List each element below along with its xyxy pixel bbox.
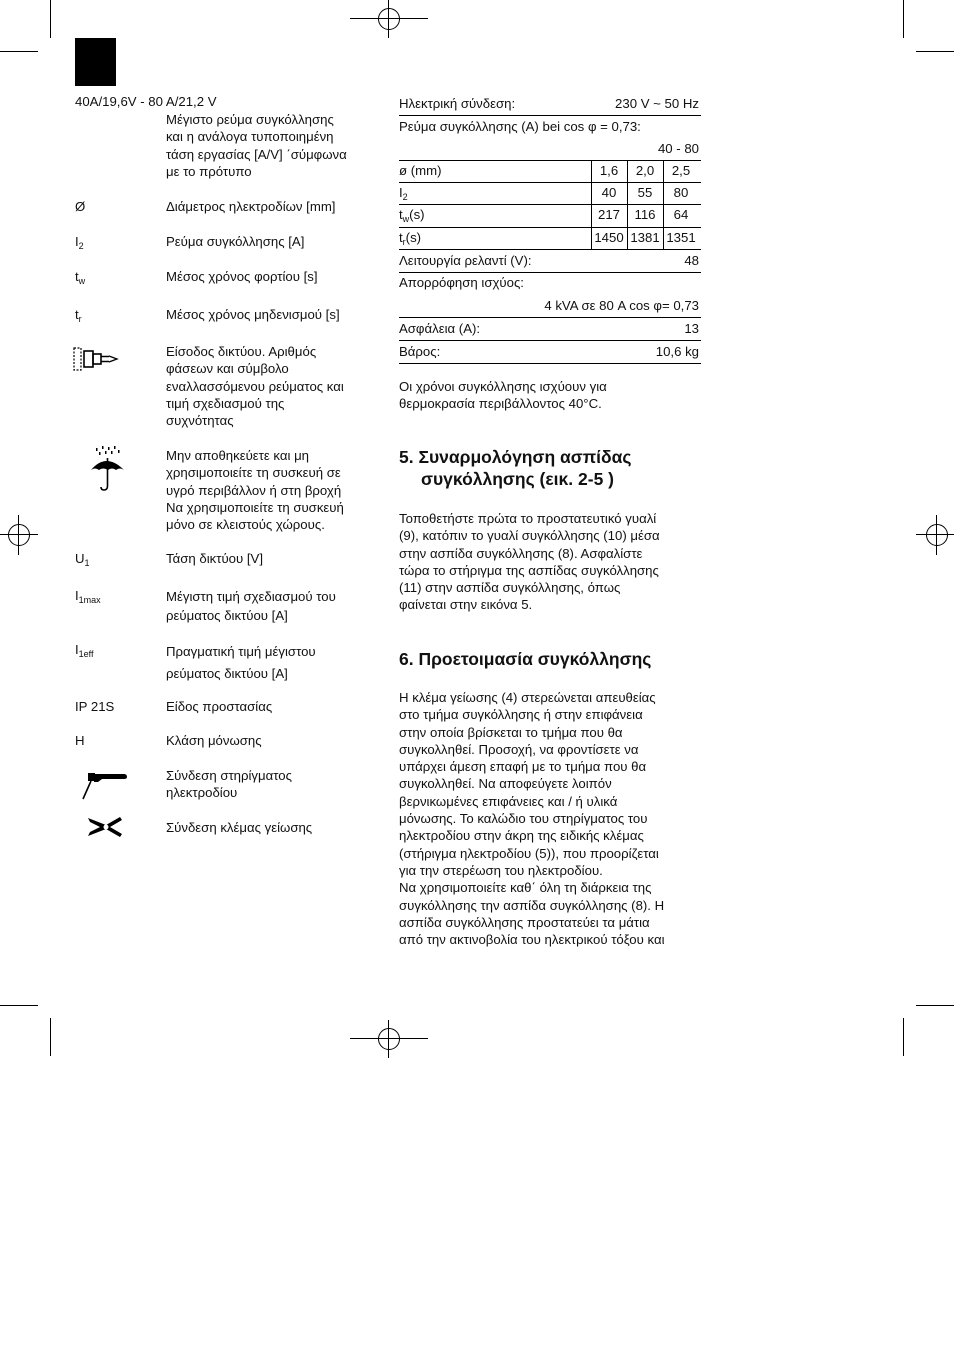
desc-line: υγρό περιβάλλον ή στη βροχή [166,482,342,498]
body-line: τώρα το στήριγμα της ασπίδας συγκόλλησης [399,562,659,578]
table-cell: 1381 [630,230,660,245]
table-cell: 1450 [594,230,624,245]
body-line: από την ακτινοβολία του ηλεκτρικού τόξου και [399,932,665,948]
table-cell: 80 [673,185,689,200]
page-thumb-tab [75,38,116,86]
table-cell: 116 [634,207,656,222]
legend-symbol: IP 21S [75,699,115,714]
registration-mark [350,0,428,38]
crop-mark [916,1005,954,1006]
desc-line: τιμή σχεδιασμού της [166,395,285,411]
legend-desc [166,447,344,533]
body-line: Να χρησιμοποιείτε καθ΄ όλη τη διάρκεια της [399,880,652,896]
crop-mark [916,51,954,52]
legend-symbol: $U_1$ [75,551,90,568]
table-cell: 2,0 [635,163,655,178]
table-cell: 40 [601,185,617,200]
note-line: Οι χρόνοι συγκόλλησης ισχύουν για [399,379,607,394]
table-cell: 55 [637,185,653,200]
spec-row-current [399,138,701,161]
legend-desc: Διάμετρος ηλεκτροδίων [mm] [166,199,336,214]
body-line: συγκόλλησης την ασπίδα συγκόλλησης (8). Η [399,897,665,913]
legend-symbol: $I_{1max}$ [75,588,101,605]
body-line: για την στερέωση του ηλεκτροδίου. [399,862,603,878]
table-row [399,204,701,228]
table-cell: 1351 [666,230,696,245]
body-line: Τοποθετήστε πρώτα το προστατευτικό γυαλί [399,511,657,526]
body-line: (στήριγμα ηλεκτροδίου (5)), που προορίζεται [399,845,659,861]
spec-value: 40 - 80 [657,141,699,156]
body-line: (11) στην ασπίδα συγκόλλησης, όπως [399,580,621,596]
desc-line: Σύνδεση στηρίγματος [166,768,292,783]
desc-line: Μέγιστη τιμή σχεδιασμού του [166,589,336,604]
legend-desc [166,587,336,625]
electrode-table [399,160,701,250]
spec-value: 48 [684,253,699,268]
legend-desc: Μέσος χρόνος φορτίου [s] [166,269,318,284]
spec-value: 10,6 kg [655,344,699,359]
body-line: υπάρχει άμεση επαφή με το τμήμα που θα [399,759,647,775]
body-line: μόνωσης. Το καλώδιο του στηρίγματος του [399,811,648,827]
legend-desc: Ρεύμα συγκόλλησης [A] [166,234,305,249]
crop-mark [903,0,904,38]
desc-line: ηλεκτροδίου [166,785,238,801]
body-line: στο τμήμα συγκόλλησης ή στην επιφάνεια [399,707,643,723]
crop-mark [0,51,38,52]
registration-mark [350,1020,428,1058]
crop-mark [0,1005,38,1006]
legend-desc: Σύνδεση κλέμας γείωσης [166,820,313,835]
rating-header-desc [166,111,347,180]
earth-clamp-icon [86,813,124,841]
desc-line: Είσοδος δικτύου. Αριθμός [166,344,317,359]
crop-mark [903,1018,904,1056]
spec-label: Ρεύμα συγκόλλησης (A) bei cos φ = 0,73: [399,119,641,134]
desc-line: χρησιμοποιείτε τη συσκευή σε [166,465,341,481]
spec-label: Λειτουργία ρελαντί (V): [399,253,532,268]
desc-line: Μην αποθηκεύετε και μη [166,448,310,463]
spec-row-weight [399,341,701,364]
table-row-label: $t_w(s)$ [399,207,425,224]
desc-line: μόνο σε κλειστούς χώρους. [166,517,325,533]
table-row-label: $t_r(s)$ [399,230,422,247]
desc-line: Μέγιστο ρεύμα συγκόλλησης [166,112,334,127]
legend-desc: Κλάση μόνωσης [166,733,262,748]
section-5-body [399,510,660,614]
body-line: ηλεκτροδίου στην άκρη της ειδικής κλέμας [399,828,644,844]
spec-note [399,378,607,413]
spec-label: Απορρόφηση ισχύος: [399,275,524,290]
spec-row-power [399,295,701,318]
legend-symbol: $I_2$ [75,234,84,251]
body-line: στην ασπίδα συγκόλλησης (8). Ασφαλίστε [399,545,643,561]
desc-line: τάση εργασίας [A/V] ΄σύμφωνα [166,146,347,162]
umbrella-rain-icon [88,446,128,492]
table-row [399,160,701,183]
legend-desc [166,343,344,429]
registration-mark [916,515,954,555]
legend-desc: Είδος προστασίας [166,699,273,714]
spec-value: 4 kVA σε 80 A cos φ= 0,73 [544,298,699,313]
body-line: συγκολληθεί. Να αποφεύγετε λοιπόν [399,776,612,792]
section-6-body [399,689,665,948]
table-cell: 1,6 [599,163,619,178]
table-cell: 217 [597,207,620,222]
legend-symbol: $t_r$ [75,307,82,324]
desc-line: με το πρότυπο [166,163,252,179]
desc-line: συχνότητας [166,413,234,429]
body-line: συγκολληθεί. Προσοχή, να φροντίσετε να [399,741,639,757]
desc-line: ρεύματος δικτύου [A] [166,608,288,623]
legend-desc: Μέσος χρόνος μηδενισμού [s] [166,307,340,322]
table-cell: 2,5 [671,163,691,178]
table-row [399,227,701,250]
spec-label: Ηλεκτρική σύνδεση: [399,96,516,111]
crop-mark [50,1018,51,1056]
table-row [399,182,701,205]
body-line: ασπίδα συγκόλλησης προστατεύει τα μάτια [399,914,650,930]
body-line: Η κλέμα γείωσης (4) στερεώνεται απευθείας [399,690,656,705]
spec-row-fuse [399,318,701,341]
desc-line: Να χρησιμοποιείτε τη συσκευή [166,499,344,515]
legend-symbol: H [75,733,85,748]
section-6-title: 6. Προετοιμασία συγκόλλησης [399,649,652,669]
title-line: συγκόλλησης (εικ. 2-5 ) [421,469,614,489]
spec-value: 230 V ~ 50 Hz [615,96,699,111]
legend-desc: Τάση δικτύου [V] [166,551,263,566]
body-line: στην οποία βρίσκεται το τμήμα που θα [399,724,623,740]
spec-row-idle [399,250,701,273]
desc-line: ρεύματος δικτύου [A] [166,666,288,681]
legend-symbol: $I_{1eff}$ [75,642,94,659]
desc-line: εναλλασσόμενου ρεύματος και [166,378,344,394]
legend-symbol: Ø [75,199,86,214]
crop-mark [50,0,51,38]
spec-row-mains [399,93,701,116]
title-line: 5. Συναρμολόγηση ασπίδας [399,447,632,467]
body-line: βερνικωμένες επιφάνειες και / ή υλικά [399,793,618,809]
section-5-title [399,446,631,490]
spec-label: Ασφάλεια (A): [399,321,481,336]
table-row-label: $I_2$ [399,185,408,202]
legend-desc [166,767,292,802]
spec-label: Βάρος: [399,344,441,359]
desc-line: και η ανάλογα τυποποιημένη [166,129,334,145]
registration-mark [0,515,38,555]
desc-line: Πραγματική τιμή μέγιστου [166,644,316,659]
desc-line: φάσεων και σύμβολο [166,361,289,377]
spec-value: 13 [684,321,699,336]
note-line: θερμοκρασία περιβάλλοντος 40°C. [399,396,602,412]
table-cell: 64 [673,207,689,222]
legend-desc [166,641,316,685]
table-row-label: ø (mm) [399,163,442,178]
rating-header: 40A/19,6V - 80 A/21,2 V [75,94,217,109]
body-line: φαίνεται στην εικόνα 5. [399,597,533,613]
mains-plug-icon [73,345,119,373]
body-line: (9), κατόπιν το γυαλί συγκόλλησης (10) μέσα [399,528,660,544]
legend-symbol: $t_w$ [75,269,86,286]
electrode-holder-icon [80,770,128,800]
